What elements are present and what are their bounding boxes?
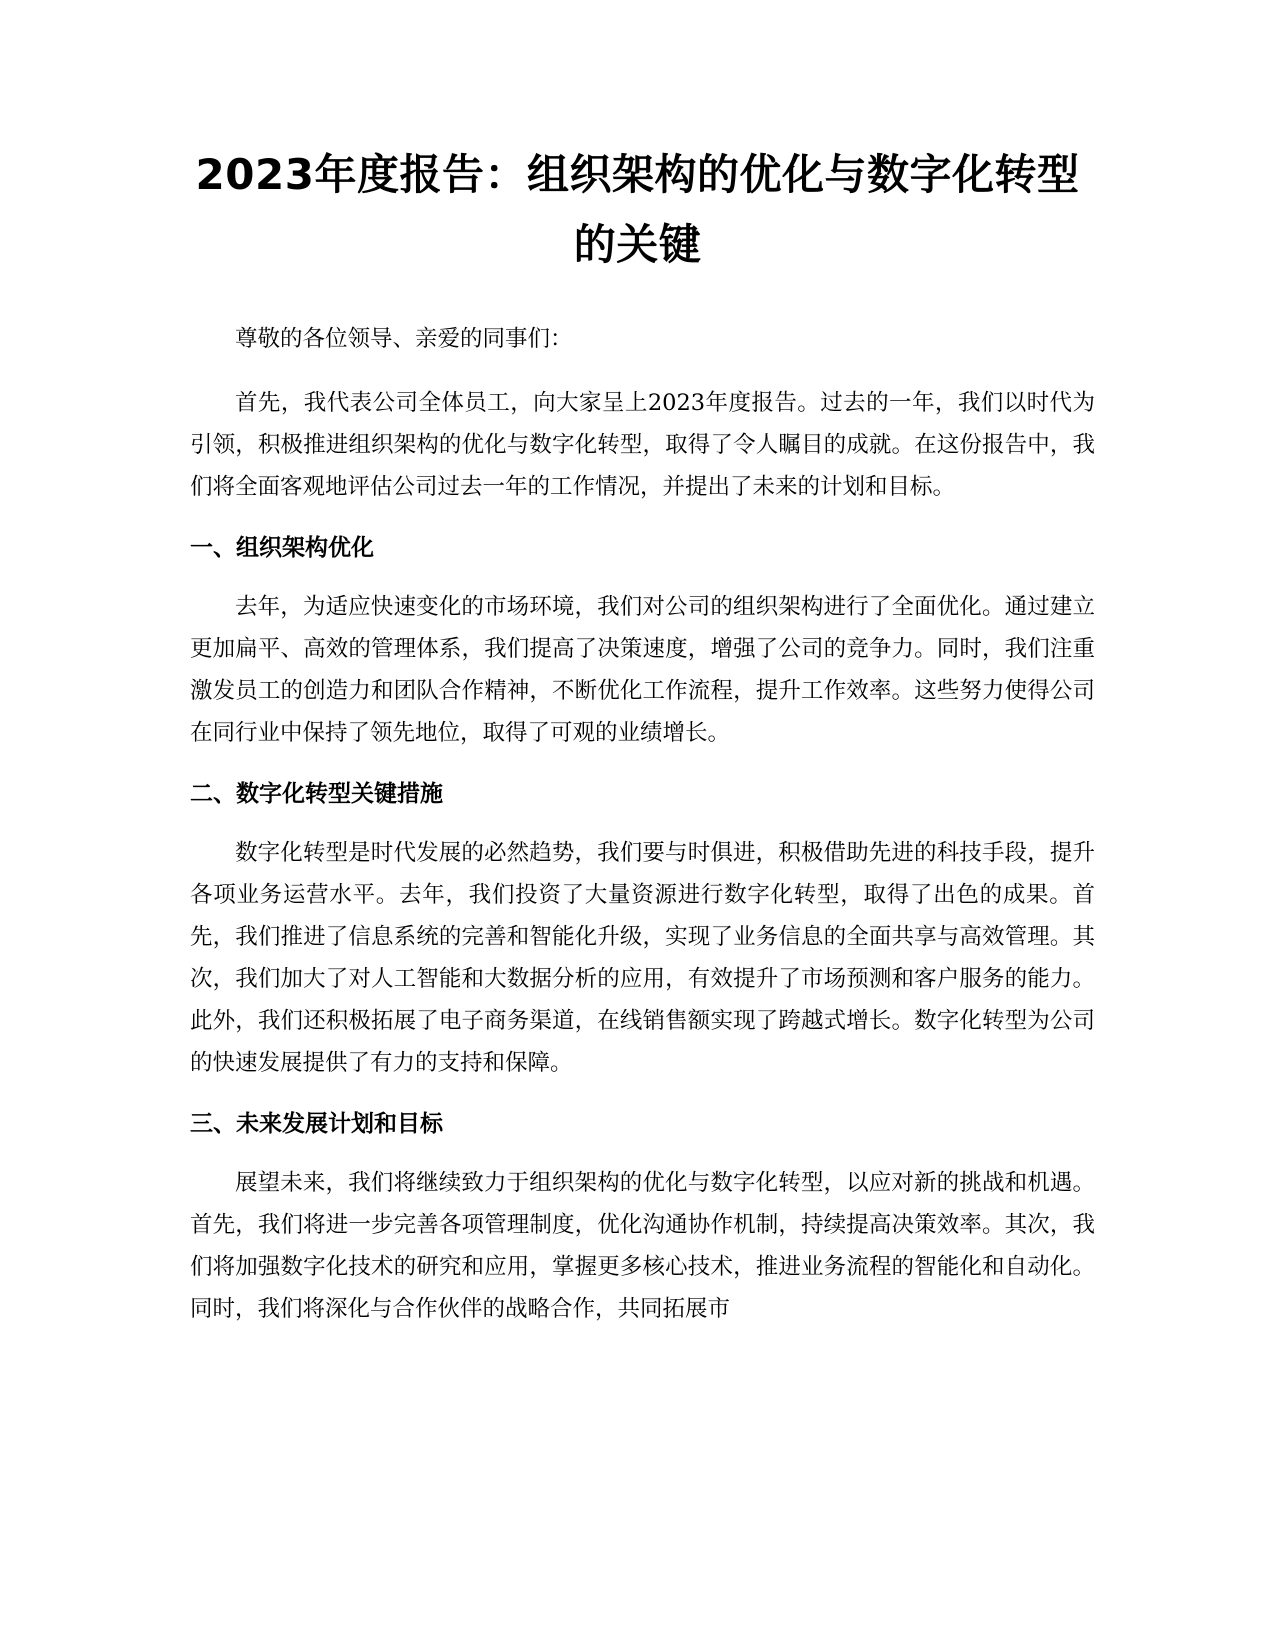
section-heading-future-plans: 三、未来发展计划和目标	[190, 1111, 443, 1137]
document-title: 2023年度报告：组织架构的优化与数字化转型的关键	[195, 150, 1080, 269]
greeting-paragraph: 尊敬的各位领导、亲爱的同事们：	[235, 326, 573, 352]
section-body-future-plans: 展望未来，我们将继续致力于组织架构的优化与数字化转型，以应对新的挑战和机遇。首先，我们将进一步完善各项管理制度，优化沟通协作机制，持续提高决策效率。其次，我们将加强数字化技术的研究和应用，掌握更多核心技术，推进业务流程的智能化和自动化。同时，我们将深化与合作伙伴的战略合作，共同拓展市	[190, 1170, 1095, 1322]
section-heading-digital-transformation: 二、数字化转型关键措施	[190, 781, 443, 807]
section-body-digital-transformation: 数字化转型是时代发展的必然趋势，我们要与时俱进，积极借助先进的科技手段，提升各项业务运营水平。去年，我们投资了大量资源进行数字化转型，取得了出色的成果。首先，我们推进了信息系统的完善和智能化升级，实现了业务信息的全面共享与高效管理。其次，我们加大了对人工智能和大数据分析的应用，有效提升了市场预测和客户服务的能力。此外，我们还积极拓展了电子商务渠道，在线销售额实现了跨越式增长。数字化转型为公司的快速发展提供了有力的支持和保障。	[190, 840, 1095, 1076]
document-body	[190, 318, 1095, 1350]
section-heading-organization: 一、组织架构优化	[190, 535, 374, 561]
intro-paragraph: 首先，我代表公司全体员工，向大家呈上2023年度报告。过去的一年，我们以时代为引领，积极推进组织架构的优化与数字化转型，取得了令人瞩目的成就。在这份报告中，我们将全面客观地评估公司过去一年的工作情况，并提出了未来的计划和目标。	[190, 390, 1095, 500]
section-body-organization: 去年，为适应快速变化的市场环境，我们对公司的组织架构进行了全面优化。通过建立更加扁平、高效的管理体系，我们提高了决策速度，增强了公司的竞争力。同时，我们注重激发员工的创造力和团队合作精神，不断优化工作流程，提升工作效率。这些努力使得公司在同行业中保持了领先地位，取得了可观的业绩增长。	[190, 594, 1095, 746]
